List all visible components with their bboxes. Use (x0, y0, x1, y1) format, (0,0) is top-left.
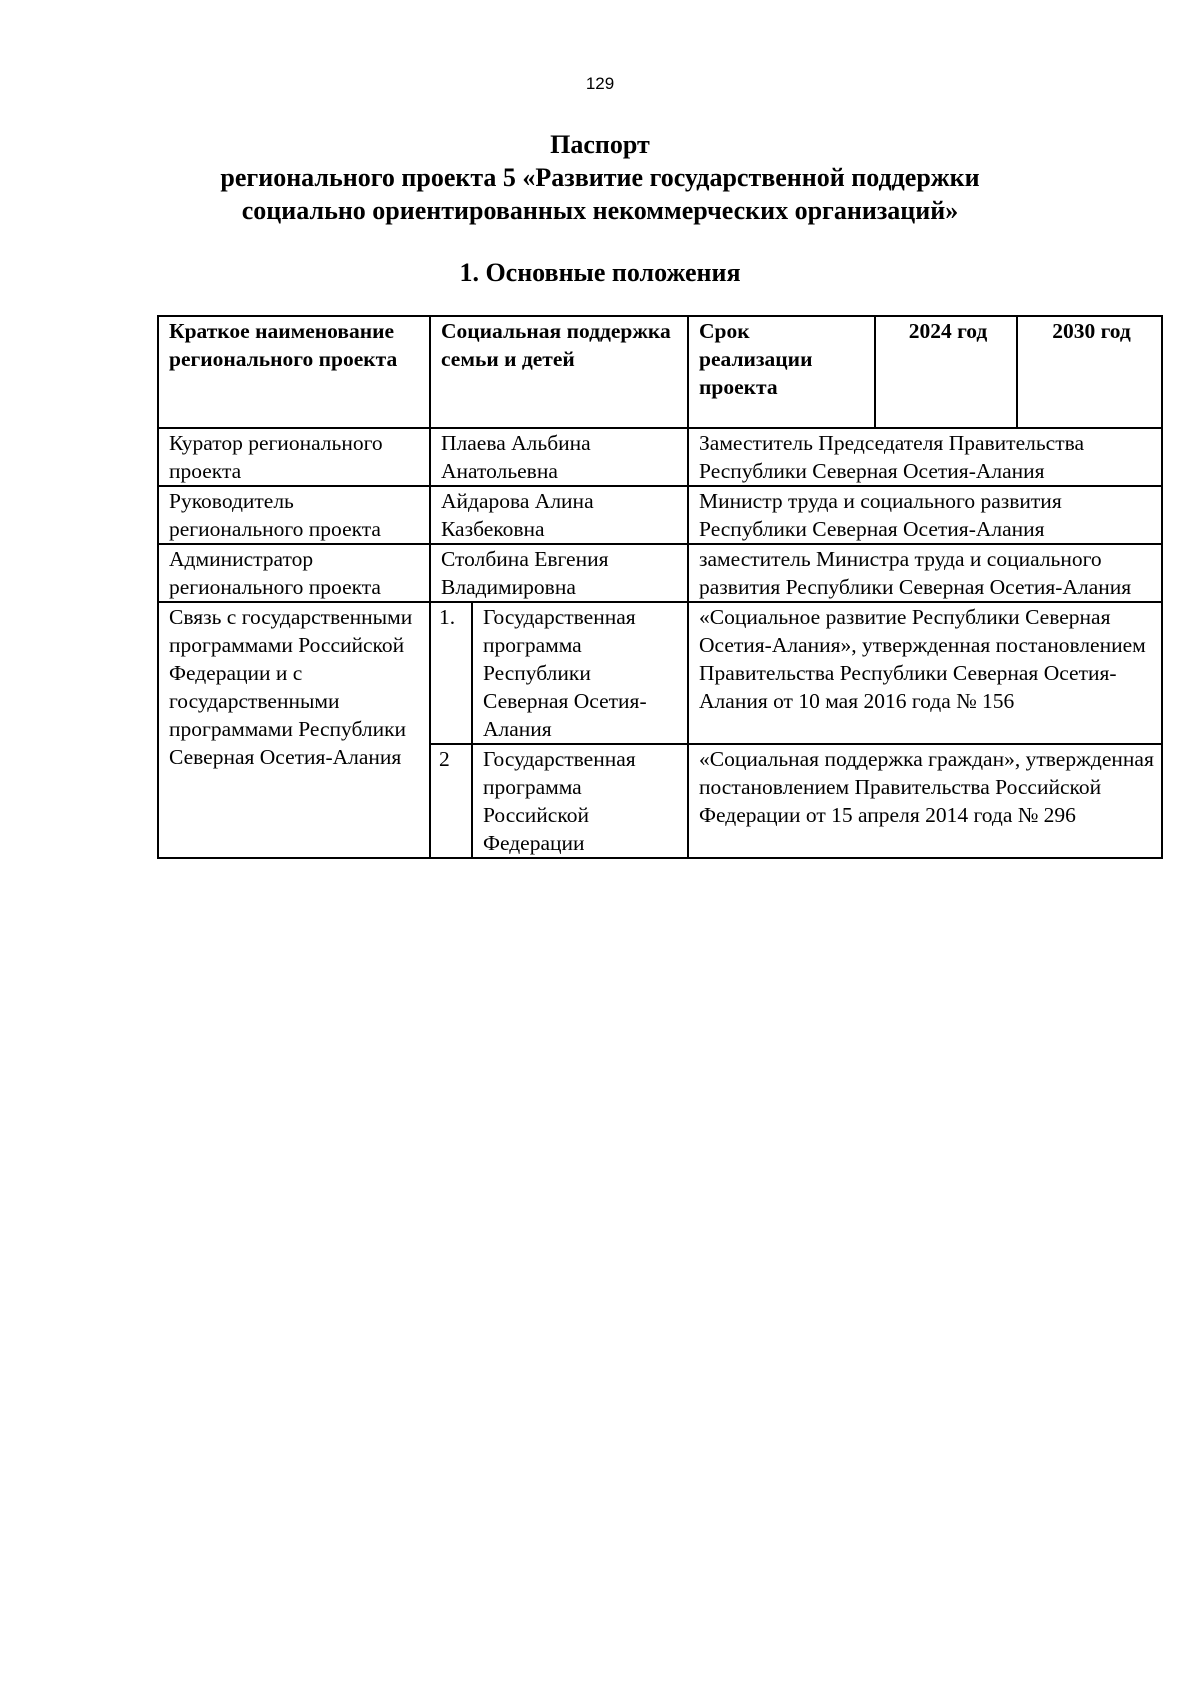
table-row-head (158, 486, 1162, 544)
programs-link-label: Связь с государственными программами Российской Федерации и с государственными программами Республики Северная Осетия-Алания (158, 602, 430, 858)
program-type: Государственная программа Российской Федерации (472, 744, 688, 858)
program-number: 1. (430, 602, 472, 744)
title-line-3: социально ориентированных некоммерческих организаций» (241, 196, 959, 225)
program-number: 2 (430, 744, 472, 858)
document-title (140, 128, 1060, 227)
row-person-name: Плаева Альбина Анатольевна (430, 428, 688, 486)
row-position: заместитель Министра труда и социального развития Республики Северная Осетия-Алания (688, 544, 1162, 602)
title-line-2: регионального проекта 5 «Развитие государственной поддержки (220, 163, 980, 192)
row-person-name: Айдарова Алина Казбековна (430, 486, 688, 544)
row-label: Руководитель регионального проекта (158, 486, 430, 544)
project-passport-table (157, 315, 1163, 859)
table-row-curator (158, 428, 1162, 486)
short-name-value: Социальная поддержка семьи и детей (430, 316, 688, 428)
end-year: 2030 год (1017, 316, 1162, 428)
row-label: Администратор регионального проекта (158, 544, 430, 602)
page-number: 129 (585, 74, 615, 93)
section-heading: 1. Основные положения (459, 258, 741, 287)
row-position: Министр труда и социального развития Республики Северная Осетия-Алания (688, 486, 1162, 544)
short-name-label: Краткое наименование регионального проекта (158, 316, 430, 428)
start-year: 2024 год (875, 316, 1017, 428)
table-header-row (158, 316, 1162, 428)
row-label: Куратор регионального проекта (158, 428, 430, 486)
table-row-administrator (158, 544, 1162, 602)
term-label: Срок реализации проекта (688, 316, 875, 428)
row-person-name: Столбина Евгения Владимировна (430, 544, 688, 602)
program-description: «Социальная поддержка граждан», утвержденная постановлением Правительства Российской Федерации от 15 апреля 2014 года № 296 (688, 744, 1162, 858)
title-line-1: Паспорт (550, 130, 650, 159)
program-description: «Социальное развитие Республики Северная Осетия-Алания», утвержденная постановлением Правительства Республики Северная Осетия-Алания от 10 мая 2016 года № 156 (688, 602, 1162, 744)
table-row-program-1 (158, 602, 1162, 744)
row-position: Заместитель Председателя Правительства Республики Северная Осетия-Алания (688, 428, 1162, 486)
program-type: Государственная программа Республики Северная Осетия-Алания (472, 602, 688, 744)
